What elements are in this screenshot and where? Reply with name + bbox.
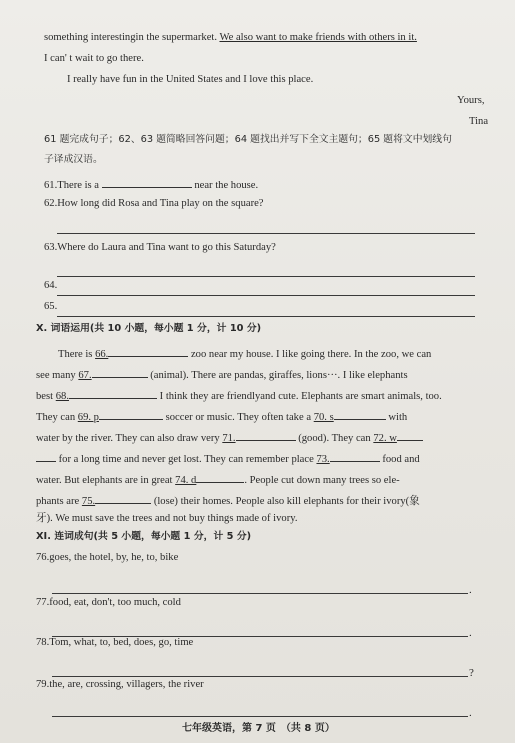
x-text: zoo near my house. I like going there. In the zoo, we can [190,349,432,360]
blank-number-67: 67. [78,370,92,381]
question-63: 63.Where do Laura and Tina want to go this Saturday? [44,242,276,253]
x-line-7 [36,473,400,487]
x-text: water. But elephants are in great [36,475,173,486]
section-x-heading: X. 词语运用(共 10 小题，每小题 1 分，计 10 分) [36,323,262,334]
x-line-4 [36,410,407,424]
passage-line-2: I can' t wait to go there. [44,53,144,64]
q61-text: 61.There is a [44,180,100,191]
x-text: (good). They can [298,433,371,444]
x-text: water by the river. They can also draw very [36,433,220,444]
x-text: for a long time and never get lost. They can remember place [58,454,314,465]
question-61 [44,178,258,192]
x-line-6 [36,452,420,466]
page-footer: 七年级英语，第 7 页 （共 8 页） [182,723,335,734]
x-text: food and [382,454,420,465]
blank-number-66: 66. [95,349,109,360]
x-text: soccer or music. They often take a [165,412,312,423]
x-text: (lose) their homes. People also kill elephants for their ivory(象 [153,496,420,507]
question-76: 76.goes, the hotel, by, he, to, bike [36,552,179,563]
question-62: 62.How long did Rosa and Tina play on the square? [44,198,264,209]
blank-71[interactable] [236,431,296,441]
x-text: . People cut down many trees so ele- [244,475,400,486]
blank-number-69: 69. p [77,412,99,423]
underlined-sentence: We also want to make friends with others in it. [219,32,417,43]
blank-66[interactable] [108,347,188,357]
question-64: 64. [44,280,58,291]
question-78: 78.Tom, what, to, bed, does, go, time [36,637,194,648]
question-77: 77.food, eat, don't, too much, cold [36,597,181,608]
x-line-2 [36,368,408,382]
passage-line-3: I really have fun in the United States and I love this place. [67,74,314,85]
x-text: There is [58,349,93,360]
letter-signature: Tina [469,116,489,127]
x-text: see many [36,370,76,381]
answer-line-76[interactable] [52,593,468,594]
blank-73[interactable] [330,452,380,462]
blank-number-73: 73. [316,454,330,465]
question-65: 65. [44,301,58,312]
blank-75[interactable] [95,494,151,504]
blank-72[interactable] [397,431,423,441]
end-punctuation-77: . [469,627,472,639]
answer-line-78[interactable] [52,676,468,677]
blank-number-70: 70. s [313,412,334,423]
blank-67[interactable] [92,368,148,378]
blank-number-72: 72. w [373,433,397,444]
letter-closing: Yours, [457,95,485,106]
x-text: I think they are friendlyand cute. Elephants are smart animals, too. [159,391,442,402]
x-text: phants are [36,496,80,507]
blank-number-68: 68. [55,391,69,402]
answer-line-62[interactable] [57,233,475,234]
blank-number-74: 74. d [175,475,197,486]
passage-line-1 [44,33,417,44]
passage-text: something interestingin the supermarket. [44,32,217,43]
end-punctuation-78: ? [469,667,474,679]
blank-72-continued[interactable] [36,452,56,462]
x-text: (animal). There are pandas, giraffes, lions···. I like elephants [150,370,408,381]
answer-line-64[interactable] [57,295,475,296]
end-punctuation-79: . [469,707,472,719]
answer-blank-61[interactable] [102,178,192,188]
blank-number-75: 75. [81,496,96,507]
blank-74[interactable] [196,473,244,483]
x-text: with [388,412,408,423]
x-line-8 [36,494,420,508]
q61-text-end: near the house. [194,180,259,191]
blank-number-71: 71. [222,433,236,444]
x-text: They can [36,412,76,423]
x-line-9: 牙). We must save the trees and not buy things made of ivory. [36,513,298,524]
x-line-1 [58,347,431,361]
section-xi-heading: XI. 连词成句(共 5 小题，每小题 1 分，计 5 分) [36,531,252,542]
blank-68[interactable] [69,389,157,399]
x-text: best [36,391,54,402]
x-line-5 [36,431,423,445]
blank-70[interactable] [334,410,386,420]
x-line-3 [36,389,442,403]
answer-line-79[interactable] [52,716,468,717]
question-79: 79.the, are, crossing, villagers, the river [36,679,204,690]
task-instruction-2: 子译成汉语。 [44,154,103,165]
blank-69[interactable] [99,410,163,420]
task-instruction-1: 61 题完成句子；62、63 题简略回答问题；64 题找出并写下全文主题句；65 题将文中划线句 [44,134,452,145]
answer-line-63[interactable] [57,276,475,277]
end-punctuation-76: . [469,584,472,596]
answer-line-65[interactable] [57,316,475,317]
